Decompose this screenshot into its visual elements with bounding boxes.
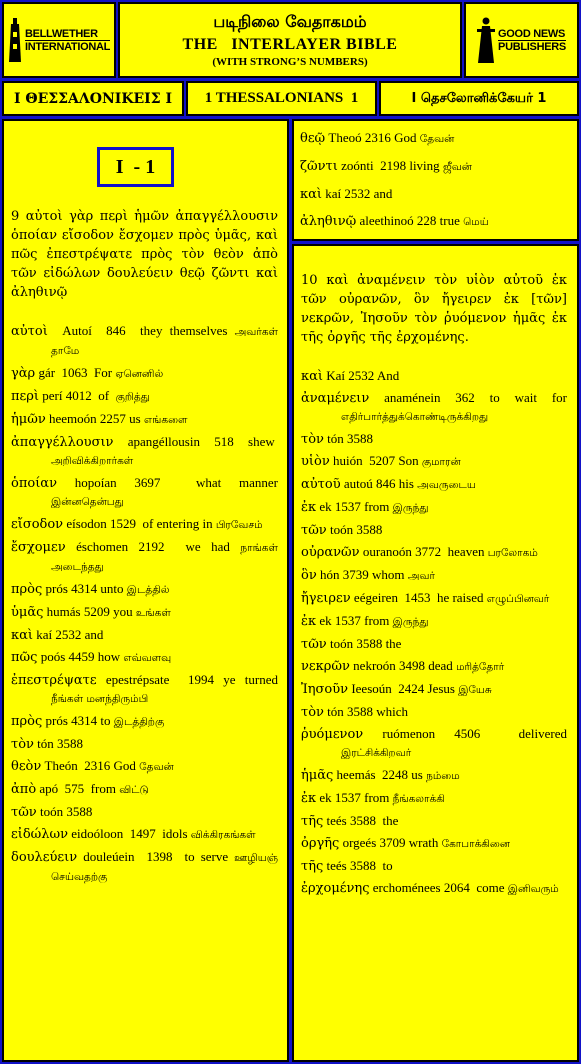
book-english-label: 1 THESSALONIANS 1: [204, 90, 359, 106]
word-entry: [11, 580, 278, 599]
word-entry: [301, 657, 567, 676]
word-entry: [11, 364, 278, 383]
greek-word: αὐτοῦ: [301, 477, 341, 492]
word-entry: [11, 410, 278, 429]
tamil-gloss: பரலோகம்: [487, 547, 538, 559]
word-entry: [301, 703, 567, 721]
gloss: toón 3588: [36, 804, 93, 819]
greek-word: περὶ: [11, 389, 40, 404]
gloss: eidoóloon 1497 idols: [68, 826, 188, 841]
word-entry: [11, 433, 278, 470]
logo-line-2: PUBLISHERS: [498, 40, 566, 53]
word-entry: [301, 789, 567, 808]
title-block: [118, 2, 462, 78]
word-entry: [11, 387, 278, 406]
greek-word: ἀναμένειν: [301, 391, 370, 406]
word-entry: [11, 648, 278, 667]
greek-word: καὶ: [11, 628, 34, 643]
gloss: Ieesoún 2424 Jesus: [348, 681, 455, 696]
word-entry: [11, 538, 278, 576]
word-entry: [11, 322, 278, 360]
word-entry: [11, 803, 278, 821]
left-column: [11, 207, 278, 890]
word-entry: [300, 157, 570, 176]
verse-10-text: 10 καὶ ἀναμένειν τὸν υἱὸν αὐτοῦ ἐκ τῶν οὐρανῶν, ὃν ἤγειρεν ἐκ [τῶν] νεκρῶν, Ἰησοῦν τὸν ῥυόμενον ἡμᾶς ἐκ τῆς ὀργῆς τῆς ἐρχομένης.: [301, 273, 567, 345]
gloss: Kaí 2532 And: [323, 368, 400, 383]
good-news-logo: [464, 2, 579, 78]
tower-icon: [8, 18, 22, 62]
greek-word: ἤγειρεν: [301, 591, 351, 606]
tamil-gloss: மெய்: [463, 216, 489, 228]
gloss: hopoían 3697 what manner: [56, 475, 278, 490]
tamil-gloss: இரட்சிக்கிறவர்: [341, 747, 412, 759]
book-tamil: [379, 81, 579, 116]
greek-word: ἐρχομένης: [301, 881, 370, 896]
word-entry: [301, 521, 567, 539]
greek-word: ἀληθινῷ: [300, 214, 357, 229]
greek-word: πῶς: [11, 650, 38, 665]
page-title: THE INTERLAYER BIBLE: [182, 36, 398, 53]
word-entry: [301, 725, 567, 762]
tamil-gloss: எதிர்பார்த்துக்கொண்டிருக்கிறது: [341, 411, 489, 423]
gloss: Theoó 2316 God: [325, 130, 417, 145]
gloss: epestrépsate 1994 ye turned: [96, 672, 278, 687]
greek-word: ὑμᾶς: [11, 605, 44, 620]
tamil-gloss: நம்மை: [426, 770, 460, 782]
word-entry: [301, 430, 567, 448]
greek-word: πρὸς: [11, 714, 43, 729]
gloss: toón 3588: [326, 522, 383, 537]
tamil-gloss: எழுப்பினவர்: [486, 593, 550, 605]
logo-line-1: BELLWETHER: [25, 28, 110, 41]
tamil-gloss: ஜீவன்: [442, 161, 472, 173]
right-bottom-column: [301, 271, 567, 902]
word-entry: [301, 879, 567, 898]
word-entry: [11, 757, 278, 776]
greek-word: τῶν: [301, 637, 327, 652]
word-entry: [300, 129, 570, 148]
greek-word: ἀπὸ: [11, 782, 37, 797]
gloss: tón 3588 which: [323, 704, 409, 719]
right-top-column: [300, 129, 570, 240]
tamil-gloss: ஊழியஞ் செய்வதற்கு: [51, 852, 278, 883]
gloss: perí 4012 of: [39, 388, 113, 403]
book-greek: [2, 81, 184, 116]
greek-word: γὰρ: [11, 366, 36, 381]
word-entry: [301, 766, 567, 785]
gloss: douleúein 1398 to serve: [77, 849, 229, 864]
word-entry: [11, 780, 278, 799]
word-entry: [11, 848, 278, 886]
word-entry: [301, 543, 567, 562]
greek-word: εἴσοδον: [11, 517, 64, 532]
tamil-gloss: அவர்: [407, 570, 435, 582]
book-tamil-label: I தெசலோனிக்கேயர் 1: [411, 90, 547, 106]
gloss: toón 3588 the: [326, 636, 402, 651]
gloss: ruómenon 4506 delivered: [363, 726, 567, 741]
tamil-gloss: தேவன்: [139, 761, 174, 773]
gloss: eísodon 1529 of entering in: [63, 516, 213, 531]
gloss: Autoí 846 they themselves: [47, 323, 228, 338]
tamil-gloss: அவர்கள் தாமே: [51, 326, 279, 357]
word-entry: [301, 452, 567, 471]
gloss: tón 3588: [323, 431, 374, 446]
greek-word: αὐτοὶ: [11, 324, 48, 339]
tamil-gloss: ஏனெனில்: [115, 368, 164, 380]
word-entry: [301, 857, 567, 875]
tamil-gloss: அறிவிக்கிறார்கள்: [51, 455, 134, 467]
chapter-badge: [97, 147, 174, 187]
gloss: prós 4314 unto: [42, 581, 124, 596]
gloss: huión 5207 Son: [329, 453, 419, 468]
word-entry: [301, 612, 567, 631]
greek-word: ὀργῆς: [301, 836, 340, 851]
greek-word: ἡμᾶς: [301, 768, 334, 783]
greek-word: τὸν: [301, 432, 324, 447]
gloss: anaménein 362 to wait for: [369, 390, 567, 405]
tamil-gloss: இருந்து: [392, 616, 429, 628]
word-entry: [11, 603, 278, 622]
tamil-gloss: இருந்து: [392, 502, 429, 514]
greek-word: καὶ: [301, 369, 324, 384]
gloss: prós 4314 to: [42, 713, 111, 728]
greek-word: ὃν: [301, 568, 317, 583]
greek-word: ἡμῶν: [11, 412, 46, 427]
greek-word: τὸν: [301, 705, 324, 720]
gloss: ek 1537 from: [316, 499, 390, 514]
greek-word: ὁποίαν: [11, 476, 57, 491]
gloss: tón 3588: [33, 736, 84, 751]
word-entry: [301, 475, 567, 494]
word-entry: [301, 680, 567, 699]
gloss: kaí 2532 and: [322, 186, 393, 201]
tamil-gloss: விட்டு: [119, 784, 149, 796]
tamil-gloss: அவருடைய: [417, 479, 476, 491]
gloss: ek 1537 from: [316, 613, 390, 628]
tamil-gloss: குமாரன்: [421, 456, 461, 468]
gloss: teés 3588 to: [323, 858, 393, 873]
page-subtitle: (WITH STRONG’S NUMBERS): [212, 56, 368, 68]
greek-word: τῆς: [301, 859, 324, 874]
greek-word: ἐκ: [301, 614, 317, 629]
greek-word: ἔσχομεν: [11, 540, 66, 555]
greek-word: νεκρῶν: [301, 659, 350, 674]
logo-line-2: INTERNATIONAL: [24, 40, 111, 53]
tamil-gloss: இடத்தில்: [126, 584, 170, 596]
greek-word: θεῷ: [300, 131, 326, 146]
word-entry: [11, 626, 278, 644]
greek-word: ζῶντι: [300, 159, 338, 174]
greek-word: δουλεύειν: [11, 850, 78, 865]
word-entry: [301, 589, 567, 608]
word-entry: [11, 515, 278, 534]
tamil-gloss: இயேசு: [458, 684, 492, 696]
greek-word: ἐκ: [301, 791, 317, 806]
tamil-gloss: இனிவரும்: [507, 883, 559, 895]
word-entry: [11, 825, 278, 844]
greek-word: θεὸν: [11, 759, 42, 774]
tamil-title: படிநிலை வேதாகமம்: [213, 12, 367, 31]
gloss: hón 3739 whom: [316, 567, 405, 582]
tamil-gloss: எங்களை: [143, 414, 188, 426]
logo-line-1: GOOD NEWS: [498, 27, 566, 40]
tamil-gloss: இடத்திற்கு: [113, 716, 165, 728]
greek-word: ἐκ: [301, 500, 317, 515]
greek-word: ἐπεστρέψατε: [11, 673, 97, 688]
word-entry: [301, 635, 567, 653]
tamil-gloss: பிரவேசம்: [215, 519, 263, 531]
gloss: erchoménees 2064 come: [369, 880, 505, 895]
word-entry: [11, 474, 278, 511]
gloss: eégeiren 1453 he raised: [350, 590, 484, 605]
greek-word: οὐρανῶν: [301, 545, 360, 560]
gloss: humás 5209 you: [43, 604, 133, 619]
word-entry: [301, 834, 567, 853]
greek-word: τῶν: [11, 805, 37, 820]
gloss: heemoón 2257 us: [45, 411, 141, 426]
gloss: kaí 2532 and: [33, 627, 104, 642]
book-english: [186, 81, 377, 116]
gloss: teés 3588 the: [323, 813, 399, 828]
word-entry: [11, 712, 278, 731]
greek-word: εἰδώλων: [11, 827, 69, 842]
gloss: Theón 2316 God: [41, 758, 136, 773]
word-entry: [11, 671, 278, 708]
word-entry: [300, 185, 570, 203]
word-entry: [301, 498, 567, 517]
gloss: ouranoón 3772 heaven: [359, 544, 485, 559]
gloss: éschomen 2192 we had: [65, 539, 230, 554]
tamil-gloss: கோபாக்கினை: [441, 838, 511, 850]
tamil-gloss: விக்கிரகங்கள்: [190, 829, 256, 841]
tamil-gloss: நீங்கலாக்கி: [392, 793, 445, 805]
greek-word: καὶ: [300, 187, 323, 202]
gloss: gár 1063 For: [35, 365, 113, 380]
word-entry: [301, 566, 567, 585]
bellwether-logo: [2, 2, 116, 78]
gloss: aleethinoó 228 true: [356, 213, 460, 228]
verse-9-text: 9 αὐτοὶ γὰρ περὶ ἡμῶν ἀπαγγέλλουσιν ὁποίαν εἴσοδον ἔσχομεν πρὸς ὑμᾶς, καὶ πῶς ἐπεστρέψατε πρὸς τὸν θεὸν ἀπὸ τῶν εἰδώλων δουλεύειν θεῷ ζῶντι καὶ ἀληθινῷ: [11, 209, 278, 300]
gloss: orgeés 3709 wrath: [339, 835, 439, 850]
word-entry: [11, 735, 278, 753]
tamil-gloss: இன்னதென்பது: [51, 496, 124, 508]
tamil-gloss: எவ்வளவு: [123, 652, 172, 664]
gloss: heemás 2248 us: [333, 767, 423, 782]
gloss: apó 575 from: [36, 781, 116, 796]
gloss: apangéllousin 518 shew: [113, 434, 278, 449]
figure-icon: [477, 17, 495, 63]
gloss: poós 4459 how: [37, 649, 121, 664]
word-entry: [301, 367, 567, 385]
tamil-gloss: மரித்தோர்: [456, 661, 505, 673]
greek-word: τῆς: [301, 814, 324, 829]
tamil-gloss: நீங்கள் மனந்திரும்பி: [51, 693, 149, 705]
gloss: zoónti 2198 living: [337, 158, 440, 173]
word-entry: [301, 812, 567, 830]
gloss: autoú 846 his: [340, 476, 414, 491]
greek-word: υἱὸν: [301, 454, 330, 469]
chapter-label: I - 1: [115, 155, 156, 178]
greek-word: ῥυόμενον: [301, 727, 364, 742]
tamil-gloss: உங்கள்: [135, 607, 171, 619]
greek-word: πρὸς: [11, 582, 43, 597]
tamil-gloss: குறித்து: [115, 391, 150, 403]
word-entry: [301, 389, 567, 426]
tamil-gloss: நாங்கள் அடைந்தது: [51, 542, 278, 573]
greek-word: ἀπαγγέλλουσιν: [11, 435, 114, 450]
greek-word: τὸν: [11, 737, 34, 752]
tamil-gloss: தேவன்: [419, 133, 455, 145]
gloss: ek 1537 from: [316, 790, 390, 805]
word-entry: [300, 212, 570, 231]
book-greek-label: Ι ΘΕΣΣΑΛΟΝΙΚΕΙΣ Ι: [13, 90, 173, 107]
gloss: nekroón 3498 dead: [349, 658, 453, 673]
greek-word: τῶν: [301, 523, 327, 538]
greek-word: Ἰησοῦν: [301, 682, 349, 697]
